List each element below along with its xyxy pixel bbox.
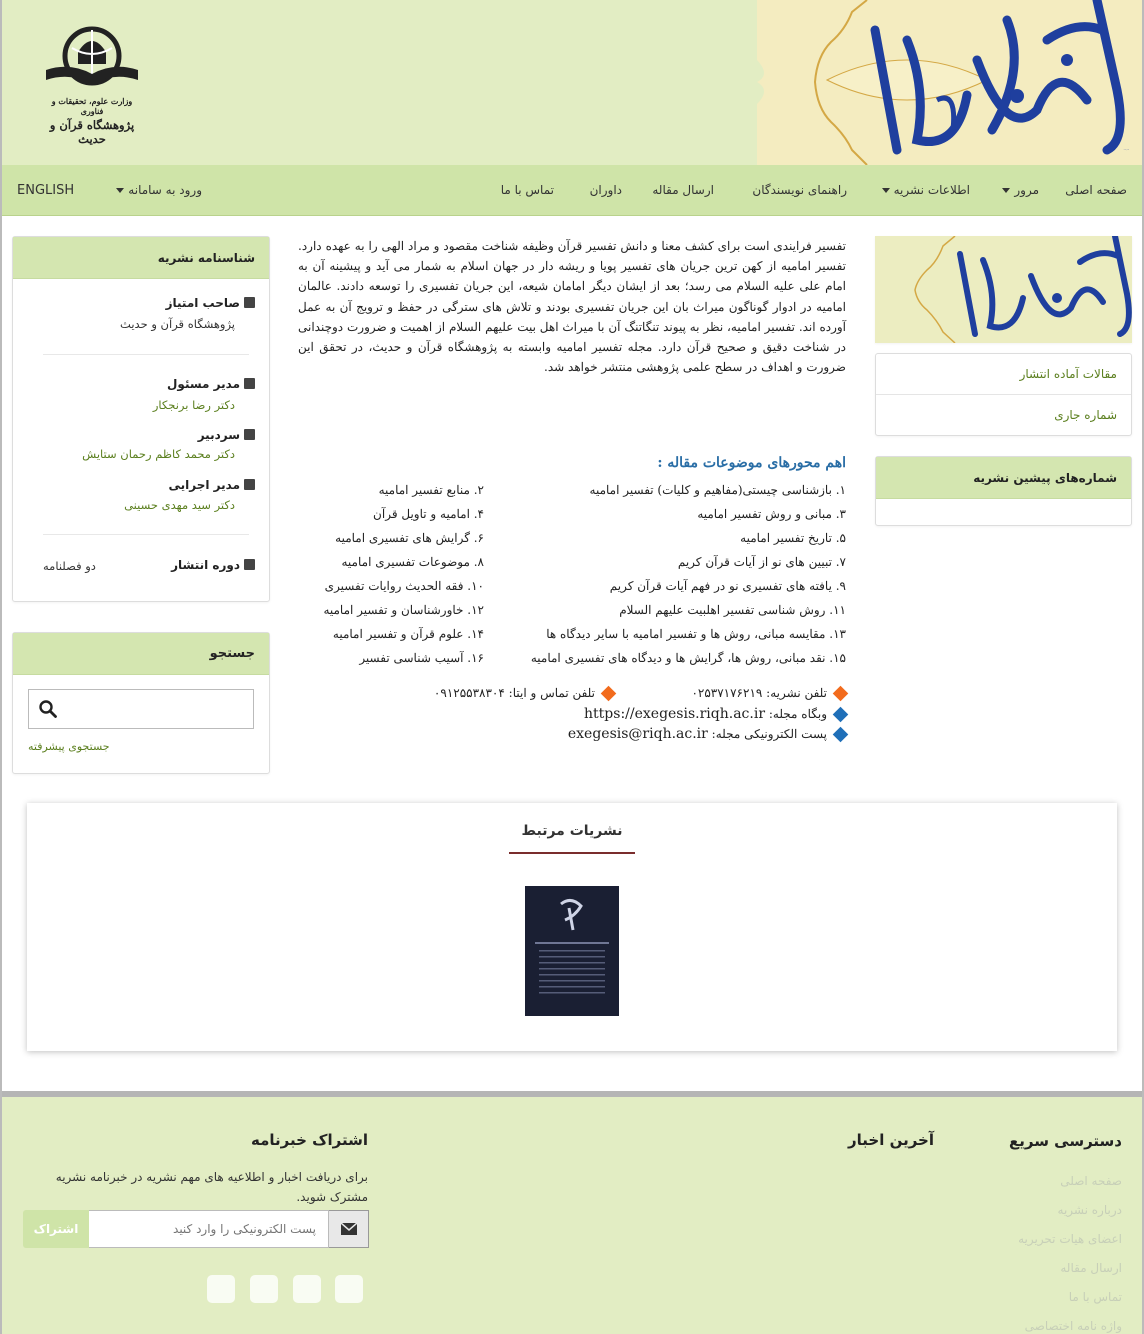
eitaa-phone-value: ۰۹۱۲۵۵۳۸۳۰۴	[433, 686, 505, 700]
owner-label	[166, 296, 255, 310]
journal-intro: تفسیر فرایندی است برای کشف معنا و دانش تفسیر قرآن وظیفه شناخت مقصود و مراد الهی را به عهده دارد. تفسیر امامیه از کهن ترین جریان های تفسیر پویا و ریشه دار در جهان اسلام به شمار می آید و پیشینه آن به امام علی علیه السلام می رسد؛ بعد از ایشان دیگر امامان شیعه، این جریان تفسیری را توسعه دادند. عالمان امامیه در ادوار گوناگون میراث بان این جریان تفسیری بودند و تلاش های سترگی در حفظ و ترویج آن به عمل آورده اند. تفسیر امامیه، نظر به پیوند تنگاتنگ آن با میراث اهل بیت علیهم السلام از اهمیت و ضرورت دوچندانی در شناخت دقیق و صحیح قرآن دارد. مجله تفسیر امامیه وابسته به پژوهشگاه قرآن و حدیث، در تحقق این ضرورت و اهداف در سطح علمی پژوهشی منتشر خواهد شد.	[298, 239, 846, 375]
journal-website	[584, 706, 846, 722]
nav-reviewers[interactable]: داوران	[589, 183, 622, 197]
cube-icon	[244, 378, 255, 389]
twitter-icon[interactable]	[293, 1275, 321, 1303]
topic-item: ۱. بازشناسی چیستی(مفاهیم و کلیات) تفسیر امامیه	[589, 483, 846, 497]
facebook-icon[interactable]	[335, 1275, 363, 1303]
journal-website-link[interactable]: https://exegesis.riqh.ac.ir	[584, 706, 766, 722]
cube-icon	[244, 479, 255, 490]
previous-issues-title[interactable]: شماره‌های پیشین نشریه	[876, 457, 1131, 499]
journal-profile-title: شناسنامه نشریه	[13, 237, 269, 279]
cube-icon	[244, 559, 255, 570]
cube-icon	[244, 297, 255, 308]
envelope-addon	[328, 1210, 369, 1248]
advanced-search-link[interactable]: جستجوی پیشرفته	[28, 740, 110, 753]
chevron-down-icon	[882, 188, 890, 193]
sidebar-link-current-issue[interactable]: شماره جاری	[1054, 408, 1117, 422]
diamond-icon	[601, 686, 617, 702]
cover-image	[525, 886, 619, 1016]
editor-label-text: سردبیر	[197, 428, 240, 442]
owner-label-text: صاحب امتیاز	[165, 296, 240, 310]
journal-logo-calligraphy	[757, 0, 1142, 165]
chevron-down-icon	[116, 188, 124, 193]
nav-english[interactable]: ENGLISH	[17, 183, 75, 198]
nav-submit[interactable]: ارسال مقاله	[652, 183, 714, 197]
rss-icon[interactable]	[207, 1275, 235, 1303]
topic-item: ۹. یافته های تفسیری نو در فهم آیات قرآن کریم	[609, 579, 846, 593]
linkedin-icon[interactable]	[250, 1275, 278, 1303]
eitaa-phone-label: تلفن تماس و ایتا:	[508, 686, 595, 700]
topic-item: ۲. منابع تفسیر امامیه	[378, 483, 484, 497]
topic-item: ۱۴. علوم قرآن و تفسیر امامیه	[332, 627, 484, 641]
manager-label-text: مدیر اجرایی	[168, 478, 240, 492]
nav-login-label: ورود به سامانه	[128, 183, 202, 197]
previous-issues-panel	[875, 456, 1132, 526]
footer-link-glossary[interactable]: واژه نامه اختصاصی	[1024, 1319, 1122, 1333]
period-label	[171, 558, 255, 572]
cube-icon	[244, 429, 255, 440]
site-header	[2, 0, 1142, 165]
related-journals	[27, 803, 1117, 1051]
org-name: پژوهشگاه قرآن و حدیث	[49, 118, 135, 146]
journal-email-link[interactable]: exegesis@riqh.ac.ir	[567, 726, 708, 742]
nav-home[interactable]: صفحه اصلی	[1065, 183, 1127, 197]
related-journal-cover[interactable]	[525, 886, 619, 1016]
journal-website-label: وبگاه مجله:	[768, 707, 827, 721]
footer-link-submit[interactable]: ارسال مقاله	[1060, 1261, 1122, 1275]
nav-login[interactable]	[112, 165, 202, 216]
journal-phone	[691, 686, 846, 700]
search-panel	[12, 632, 270, 774]
journal-logo-text: تفسیر امامیه	[1123, 150, 1129, 151]
journal-phone-value: ۰۲۵۳۷۱۷۶۲۱۹	[691, 686, 763, 700]
eitaa-phone	[434, 686, 614, 700]
related-title: نشریات مرتبط	[521, 823, 623, 839]
diamond-icon	[833, 727, 849, 743]
nav-author-guide[interactable]: راهنمای نویسندگان	[752, 183, 847, 197]
topic-item: ۱۱. روش شناسی تفسیر اهلبیت علیهم السلام	[619, 603, 846, 617]
search-title: جستجو	[13, 633, 269, 675]
title-underline	[509, 852, 635, 854]
site-footer	[2, 1097, 1142, 1334]
footer-link-contact[interactable]: تماس با ما	[1068, 1290, 1122, 1304]
nav-journal-info[interactable]	[878, 165, 970, 216]
topic-item: ۱۶. آسیب شناسی تفسیر	[359, 651, 484, 665]
quick-access-title: دسترسی سریع	[1008, 1132, 1122, 1150]
topic-item: ۶. گرایش های تفسیری امامیه	[335, 531, 484, 545]
diamond-icon	[833, 686, 849, 702]
org-ministry: وزارت علوم، تحقیقات و فناوری	[51, 96, 133, 116]
topic-item: ۱۵. نقد مبانی، روش ها، گرایش ها و دیدگاه های تفسیری امامیه	[530, 651, 846, 665]
diamond-icon	[833, 707, 849, 723]
editor-link[interactable]: دکتر محمد کاظم رحمان ستایش	[82, 447, 235, 461]
newsletter-email-input[interactable]	[88, 1210, 329, 1248]
sidebar-journal-logo[interactable]	[875, 236, 1132, 343]
journal-email-label: پست الکترونیکی مجله:	[711, 727, 827, 741]
nav-contact[interactable]: تماس با ما	[500, 183, 554, 197]
director-label-text: مدیر مسئول	[167, 377, 240, 391]
nav-browse-label: مرور	[1014, 183, 1039, 197]
footer-link-home[interactable]: صفحه اصلی	[1060, 1174, 1122, 1188]
topic-item: ۳. مبانی و روش تفسیر امامیه	[697, 507, 846, 521]
director-label	[167, 377, 255, 391]
period-value: دو فصلنامه	[43, 559, 96, 573]
journal-banner	[875, 236, 1132, 343]
newsletter-title: اشتراک خبرنامه	[251, 1131, 368, 1149]
envelope-icon	[341, 1223, 357, 1235]
nav-browse[interactable]	[998, 165, 1039, 216]
sidebar-link-ready-articles[interactable]: مقالات آماده انتشار	[876, 354, 1131, 395]
sidebar-links	[875, 353, 1132, 436]
topic-item: ۴. امامیه و تاویل قرآن	[373, 507, 484, 521]
divider	[43, 354, 249, 355]
latest-news-title: آخرین اخبار	[848, 1131, 934, 1149]
footer-link-about[interactable]: درباره نشریه	[1057, 1203, 1122, 1217]
journal-logo[interactable]	[757, 0, 1142, 165]
search-icon[interactable]	[39, 700, 57, 718]
owner-value: پژوهشگاه قرآن و حدیث	[120, 317, 235, 331]
topic-item: ۱۲. خاورشناسان و تفسیر امامیه	[323, 603, 484, 617]
divider	[43, 534, 249, 535]
search-input[interactable]	[28, 689, 254, 729]
chevron-down-icon	[1002, 188, 1010, 193]
topic-item: ۱۳. مقایسه مبانی، روش ها و تفسیر امامیه با سایر دیدگاه ها	[546, 627, 846, 641]
journal-profile-panel	[12, 236, 270, 602]
main-nav	[2, 165, 1142, 216]
editor-label	[198, 428, 255, 442]
journal-email	[568, 726, 846, 742]
footer-link-editorial-board[interactable]: اعضای هیات تحریریه	[1018, 1232, 1122, 1246]
subscribe-button[interactable]: اشتراک	[23, 1210, 89, 1248]
manager-label	[169, 478, 256, 492]
manager-link[interactable]: دکتر سید مهدی حسینی	[124, 498, 235, 512]
director-link[interactable]: دکتر رضا برنجکار	[152, 398, 235, 412]
topics-title: اهم محورهای موضوعات مقاله :	[657, 455, 846, 471]
newsletter-text: برای دریافت اخبار و اطلاعیه های مهم نشریه در خبرنامه نشریه مشترک شوید.	[55, 1170, 368, 1204]
period-label-text: دوره انتشار	[171, 558, 240, 572]
topic-item: ۵. تاریخ تفسیر امامیه	[740, 531, 846, 545]
topic-item: ۷. تبیین های نو از آیات قرآن کریم	[677, 555, 846, 569]
nav-journal-info-label: اطلاعات نشریه	[893, 183, 970, 197]
journal-phone-label: تلفن نشریه:	[766, 686, 827, 700]
topic-item: ۸. موضوعات تفسیری امامیه	[341, 555, 484, 569]
topic-item: ۱۰. فقه الحدیث روایات تفسیری	[324, 579, 484, 593]
